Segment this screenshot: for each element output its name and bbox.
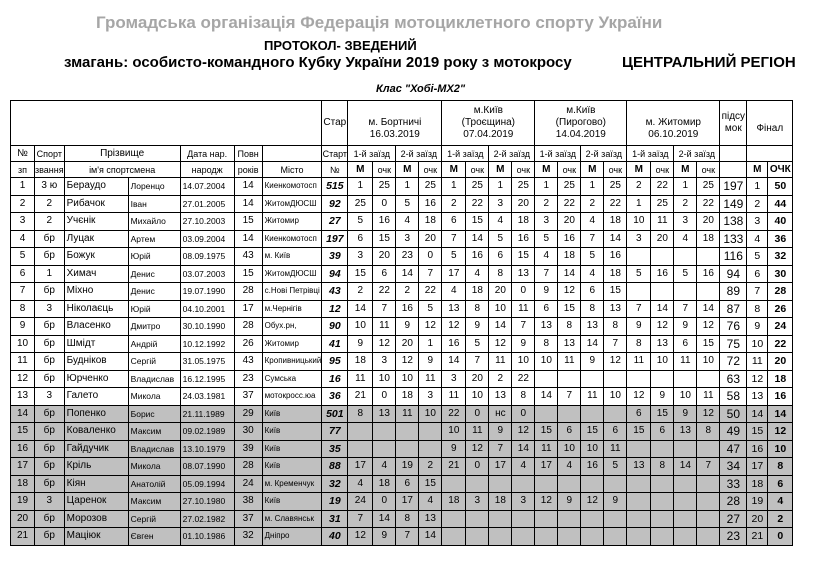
table-row: 2 2 Рибачок Іван 27.01.2005 14 ЖитомДЮСШ 92 25 0 5 16 2 22 3 20 2 22 2 22 1 25 2 22 149 2 44	[11, 195, 793, 213]
table-row: 7 бр Міхно Денис 19.07.1990 28 с.Нові Петрівці 43 2 22 2 22 4 18 20 0 9 12 6 15 89 7 28	[11, 283, 793, 301]
table-row: 12 бр Юрченко Владислав 16.12.1995 23 Сумська 16 11 10 10 11 3 20 2 22 63 12 18	[11, 370, 793, 388]
col-start: Старт	[322, 146, 348, 162]
table-row: 16 бр Гайдучик Владислав 13.10.1979 39 Київ 35 9 12 7 14 11 10 10 11 47 16 10	[11, 440, 793, 458]
col-no: №	[11, 146, 35, 162]
final-header: Фінал	[747, 101, 793, 146]
table-row: 20 бр Морозов Сергій 27.02.1982 37 м. Славянськ 31 7 14 8 13 27 20 2	[11, 510, 793, 528]
stage3-header: м.Київ (Пирогово) 14.04.2019	[535, 101, 627, 146]
col-dob: Дата нар.	[180, 146, 234, 162]
table-row: 17 бр Кріль Микола 08.07.1990 28 Київ 88 17 4 19 2 21 0 17 4 17 4 16 5 13 8 14 7 34 17 8	[11, 458, 793, 476]
organization-title: Громадська організація Федерація мотоциклетного спорту України	[96, 13, 663, 32]
table-row: 3 2 Учєнік Михайло 27.10.2003 15 Житомир 27 5 16 4 18 6 15 4 18 3 20 4 18 10 11 3 20 138 3 40	[11, 213, 793, 231]
table-row: 4 бр Луцак Артем 03.09.2004 14 Киенкомотосп 197 6 15 3 20 7 14 5 16 5 16 7 14 3 20 4 18 133 4 36	[11, 230, 793, 248]
table-row: 15 бр Коваленко Максим 09.02.1989 30 Київ 77 10 11 9 12 15 6 15 6 15 6 13 8 49 15 12	[11, 423, 793, 441]
table-row: 18 бр Кіян Анатолій 05.09.1994 24 м. Кременчук 32 4 18 6 15 33 18 6	[11, 475, 793, 493]
table-row: 10 бр Шмідт Андрій 10.12.1992 26 Житомир 41 9 12 20 1 16 5 12 9 8 13 14 7 8 13 6 15 75 10 22	[11, 335, 793, 353]
table-row: 8 3 Ніколаєць Юрій 04.10.2001 17 м.Чернігів 12 14 7 16 5 13 8 10 11 6 15 8 13 7 14 7 14 87 8 26	[11, 300, 793, 318]
stage4-header: м. Житомир 06.10.2019	[627, 101, 720, 146]
start-header: Стар	[322, 101, 348, 146]
stage1-header: м. Бортничі 16.03.2019	[348, 101, 442, 146]
event-title: змагань: особисто-командного Кубку України 2019 року з мотокросу	[64, 54, 572, 71]
table-row: 11 бр Будніков Сергій 31.05.1975 43 Кропивницький 95 18 3 12 9 14 7 11 10 10 11 9 12 11 10 11 10 72 11 20	[11, 353, 793, 371]
stage2-header: м.Київ (Троєщина) 07.04.2019	[442, 101, 535, 146]
col-sport: Спорт	[35, 146, 65, 162]
table-row: 19 3 Царенок Максим 27.10.1980 38 Київ 19 24 0 17 4 18 3 18 3 12 9 12 9 28 19 4	[11, 493, 793, 511]
table-row: 14 бр Попенко Борис 21.11.1989 29 Київ 501 8 13 11 10 22 0 нс 0 6 15 9 12 50 14 14	[11, 405, 793, 423]
table-row: 21 бр Маціюк Євген 01.10.1986 32 Дніпро 40 12 9 7 14 23 21 0	[11, 528, 793, 546]
region-title: ЦЕНТРАЛЬНИЙ РЕГІОН	[622, 54, 796, 71]
table-row: 1 3 ю Берaудо Лоренцо 14.07.2004 14 Киенкомотосп 515 1 25 1 25 1 25 1 25 1 25 1 25 2 22 1 25 197 1 50	[11, 178, 793, 196]
col-surname: Прізвище	[64, 146, 180, 162]
total-header: підсу мок	[720, 101, 747, 146]
table-row: 9 бр Власенко Дмитро 30.10.1990 28 Обух.рн, 90 10 11 9 12 12 9 14 7 13 8 13 8 9 12 9 12 76 9 24	[11, 318, 793, 336]
table-body	[11, 178, 793, 546]
class-title: Клас "Хобі-МХ2"	[376, 83, 466, 95]
table-row: 13 3 Галето Микола 24.03.1981 37 мотокросс.юа 36 21 0 18 3 11 10 13 8 14 7 11 10 12 9 10 11 58 13 16	[11, 388, 793, 406]
table-head: Стар м. Бортничі 16.03.2019 м.Київ (Троєщина) 07.04.2019 м.Київ (Пирогово) 14.04.2019 м. Житомир 06.10.2019 підсу мок Фінал № Спорт Прізвище Дата нар. Повн Старт 1-й заїзд 2-й заїзд 1-й заїзд 2-й заїзд 1-й заїзд 2-й заїзд 1-й заїзд 2-й заїзд зп звання ім'я спортсмена народж років Місто № М очк М очк М очк М очк М очк М очк М очк М очк М ОЧК	[11, 101, 793, 178]
protocol-title: ПРОТОКОЛ- ЗВЕДЕНИЙ	[264, 38, 417, 53]
table-row: 6 1 Химач Денис 03.07.2003 15 ЖитомДЮСШ 94 15 6 14 7 17 4 8 13 7 14 4 18 5 16 5 16 94 6 30	[11, 265, 793, 283]
results-table	[10, 100, 793, 546]
table-row: 5 бр Божук Юрій 08.09.1975 43 м. Київ 39 3 20 23 0 5 16 6 15 4 18 5 16 116 5 32	[11, 248, 793, 266]
col-full: Повн	[234, 146, 262, 162]
